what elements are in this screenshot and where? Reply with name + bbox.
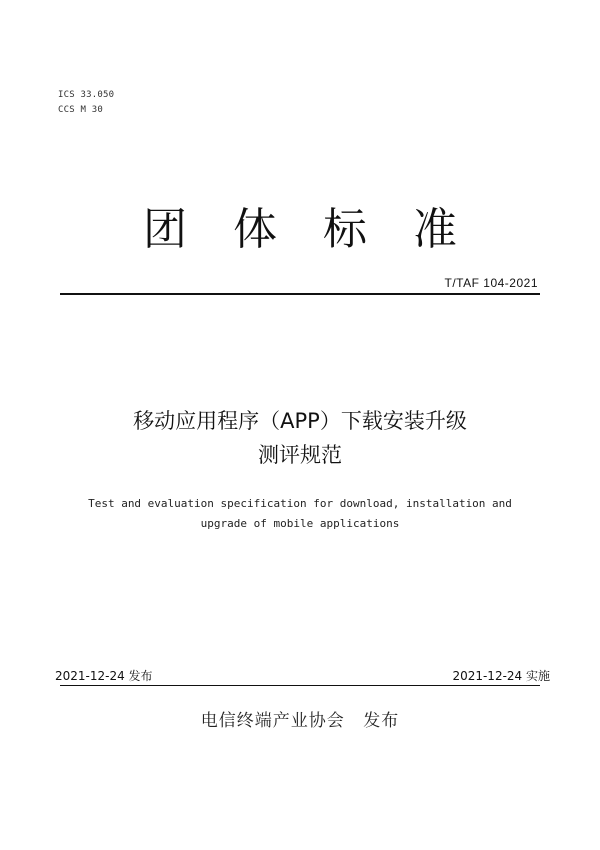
standard-type-char: 标 bbox=[323, 204, 367, 255]
standard-type-char: 准 bbox=[413, 204, 457, 255]
standard-number: T/TAF 104-2021 bbox=[444, 276, 538, 290]
title-english-line: Test and evaluation specification for download, installation and bbox=[88, 497, 512, 510]
ccs-code: CCS M 30 bbox=[58, 105, 103, 115]
title-english bbox=[0, 494, 600, 534]
ics-code: ICS 33.050 bbox=[58, 90, 115, 100]
footer-divider bbox=[60, 685, 540, 686]
title-chinese-line: 测评规范 bbox=[258, 443, 342, 467]
publisher-line bbox=[0, 706, 600, 731]
classification-codes bbox=[58, 88, 114, 118]
publisher-org: 电信终端产业协会 bbox=[200, 711, 345, 731]
header-divider bbox=[60, 293, 540, 295]
standard-type-char: 体 bbox=[233, 204, 277, 255]
implementation-date: 2021-12-24 实施 bbox=[452, 669, 550, 683]
standard-type-char: 团 bbox=[143, 204, 187, 255]
title-english-line: upgrade of mobile applications bbox=[200, 517, 400, 530]
standard-type-heading bbox=[0, 200, 600, 260]
publisher-action: 发布 bbox=[363, 711, 400, 731]
issue-date: 2021-12-24 发布 bbox=[55, 669, 153, 683]
title-chinese bbox=[0, 404, 600, 472]
title-chinese-line: 移动应用程序（APP）下载安装升级 bbox=[133, 409, 467, 433]
